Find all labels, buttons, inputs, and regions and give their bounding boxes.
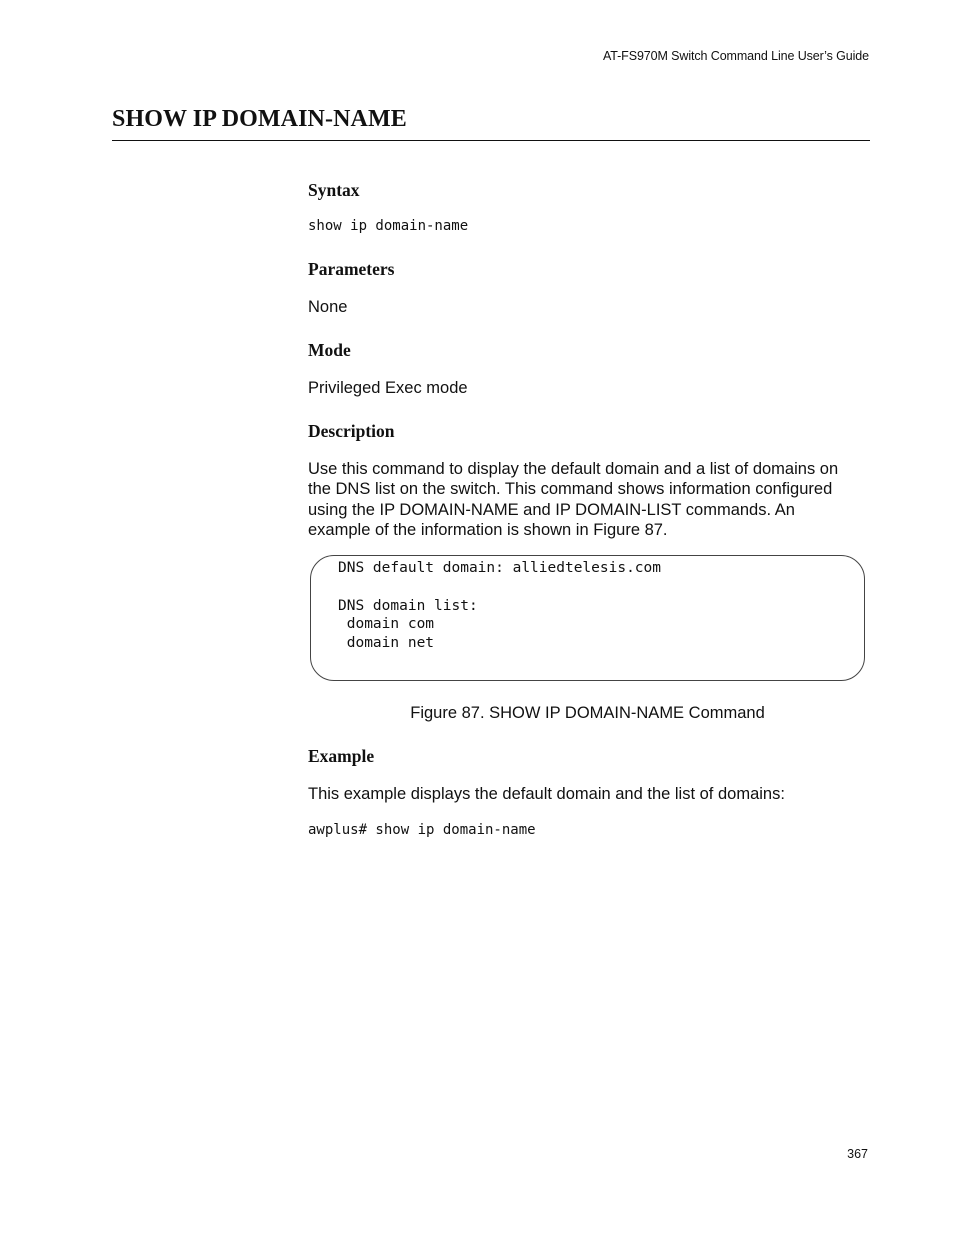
- figure-line: DNS domain list:: [338, 598, 478, 614]
- syntax-heading: Syntax: [308, 180, 360, 200]
- running-header: AT-FS970M Switch Command Line User’s Guide: [602, 49, 869, 63]
- description-line: Use this command to display the default domain and a list of domains on: [308, 460, 839, 478]
- figure-line: domain com: [338, 616, 435, 632]
- description-line: the DNS list on the switch. This command shows information configured: [308, 480, 833, 498]
- title-rule: [112, 140, 870, 141]
- figure-line: DNS default domain: alliedtelesis.com: [338, 560, 662, 576]
- syntax-command: show ip domain-name: [308, 218, 469, 234]
- description-line: using the IP DOMAIN-NAME and IP DOMAIN-LIST commands. An: [308, 501, 795, 519]
- page-number: 367: [847, 1147, 868, 1161]
- figure-caption: Figure 87. SHOW IP DOMAIN-NAME Command: [410, 704, 765, 722]
- example-heading: Example: [308, 746, 375, 766]
- parameters-text: None: [308, 298, 348, 316]
- mode-text: Privileged Exec mode: [308, 379, 468, 397]
- description-line: example of the information is shown in Figure 87.: [308, 521, 668, 539]
- description-heading: Description: [308, 421, 395, 441]
- mode-heading: Mode: [308, 340, 351, 360]
- figure-line: domain net: [338, 635, 435, 651]
- parameters-heading: Parameters: [308, 259, 395, 279]
- example-command: awplus# show ip domain-name: [308, 822, 536, 838]
- example-text: This example displays the default domain and the list of domains:: [308, 785, 785, 803]
- page-title: SHOW IP DOMAIN-NAME: [112, 106, 407, 132]
- figure-code-box: [310, 555, 865, 681]
